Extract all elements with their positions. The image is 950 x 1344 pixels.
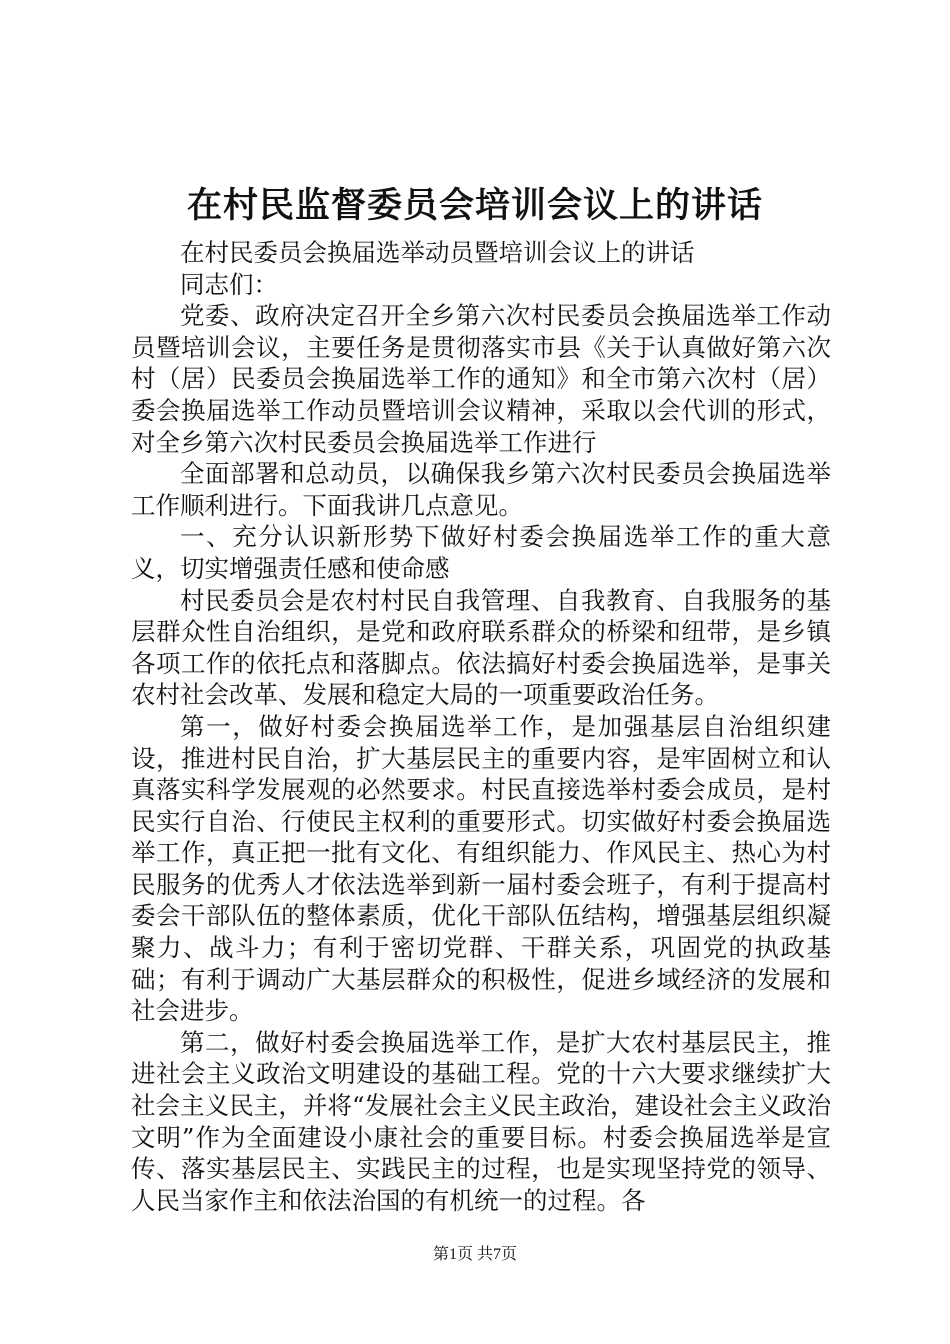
paragraph: 第一，做好村委会换届选举工作，是加强基层自治组织建设，推进村民自治，扩大基层民主的重要内容，是牢固树立和认真落实科学发展观的必然要求。村民直接选举村委会成员，是村民实行自治、行使民主权利的重要形式。切实做好村委会换届选举工作，真正把一批有文化、有组织能力、作风民主、热心为村民服务的优秀人才依法选举到新一届村委会班子，有利于提高村委会干部队伍的整体素质，优化干部队伍结构，增强基层组织凝聚力、战斗力；有利于密切党群、干群关系，巩固党的执政基础；有利于调动广大基层群众的积极性，促进乡域经济的发展和社会进步。	[131, 711, 831, 1026]
page-number-footer: 第1页 共7页	[432, 1246, 517, 1263]
section-heading: 一、充分认识新形势下做好村委会换届选举工作的重大意义，切实增强责任感和使命感	[131, 522, 831, 583]
document-title: 在村民监督委员会培训会议上的讲话	[186, 185, 763, 226]
paragraph: 全面部署和总动员，以确保我乡第六次村民委员会换届选举工作顺利进行。下面我讲几点意见。	[131, 459, 831, 520]
paragraph: 党委、政府决定召开全乡第六次村民委员会换届选举工作动员暨培训会议，主要任务是贯彻落实市县《关于认真做好第六次村（居）民委员会换届选举工作的通知》和全市第六次村（居）委会换届选举工作动员暨培训会议精神，采取以会代训的形式，对全乡第六次村民委员会换届选举工作进行	[131, 301, 831, 457]
paragraph: 第二，做好村委会换届选举工作，是扩大农村基层民主，推进社会主义政治文明建设的基础工程。党的十六大要求继续扩大社会主义民主，并将“发展社会主义民主政治，建设社会主义政治文明”作为全面建设小康社会的重要目标。村委会换届选举是宣传、落实基层民主、实践民主的过程，也是实现坚持党的领导、人民当家作主和依法治国的有机统一的过程。各	[131, 1027, 831, 1215]
paragraph-salutation: 同志们：	[180, 269, 278, 299]
document-body	[131, 237, 831, 1216]
paragraph-subtitle: 在村民委员会换届选举动员暨培训会议上的讲话	[180, 238, 695, 267]
paragraph: 村民委员会是农村村民自我管理、自我教育、自我服务的基层群众性自治组织，是党和政府联系群众的桥梁和纽带，是乡镇各项工作的依托点和落脚点。依法搞好村委会换届选举，是事关农村社会改革、发展和稳定大局的一项重要政治任务。	[131, 585, 831, 710]
